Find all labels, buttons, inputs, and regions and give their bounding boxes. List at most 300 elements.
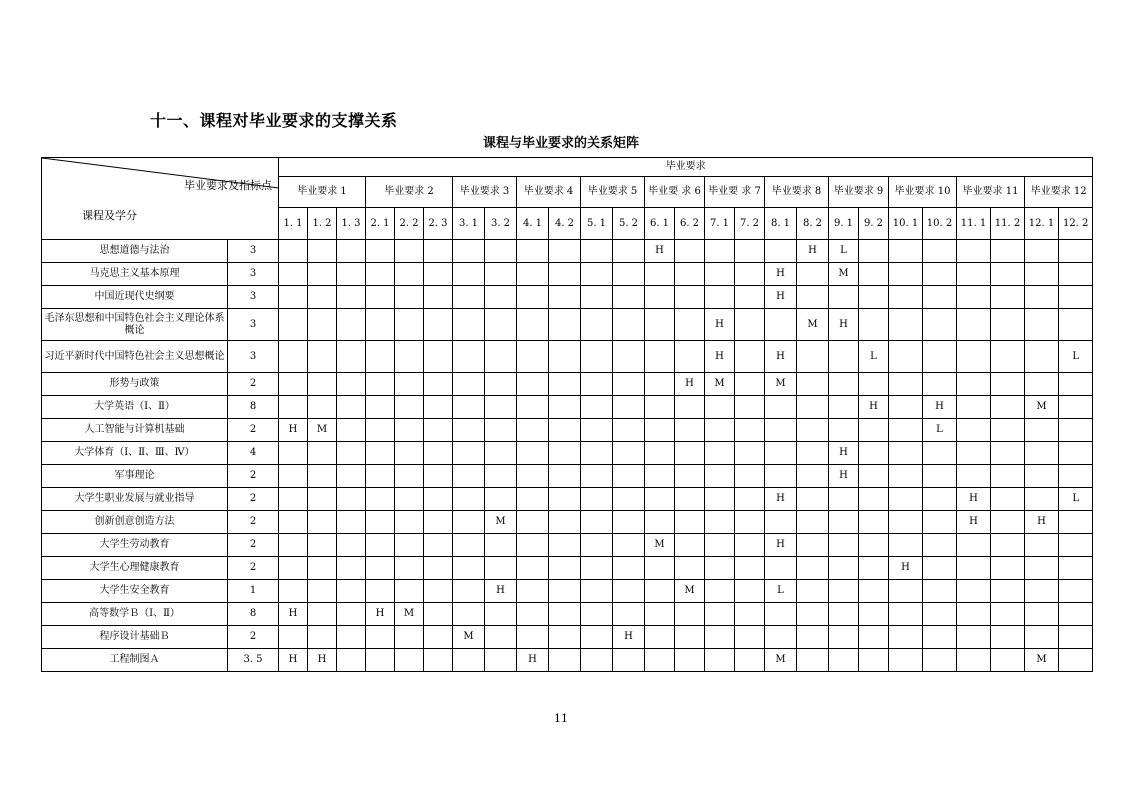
support-level-cell xyxy=(1059,649,1093,672)
support-level-cell xyxy=(308,286,337,309)
support-level-cell xyxy=(957,263,991,286)
support-level-cell xyxy=(957,341,991,373)
table-row xyxy=(42,488,1093,511)
support-level-cell xyxy=(991,442,1025,465)
table-row xyxy=(42,580,1093,603)
support-level-cell xyxy=(889,286,923,309)
support-level-cell xyxy=(517,534,549,557)
indicator-point-header: 11. 2 xyxy=(991,208,1025,240)
support-level-cell xyxy=(485,534,517,557)
support-level-cell: H xyxy=(705,341,735,373)
support-level-cell xyxy=(549,419,581,442)
support-level-cell xyxy=(829,286,859,309)
support-level-cell xyxy=(366,580,395,603)
support-level-cell xyxy=(705,419,735,442)
credit-cell: 2 xyxy=(228,511,279,534)
indicator-point-header: 9. 2 xyxy=(859,208,889,240)
support-level-cell xyxy=(735,511,765,534)
support-level-cell xyxy=(308,580,337,603)
support-level-cell xyxy=(645,557,675,580)
support-level-cell: M xyxy=(797,309,829,341)
support-level-cell xyxy=(675,465,705,488)
support-level-cell xyxy=(366,396,395,419)
support-level-cell xyxy=(549,442,581,465)
support-level-cell xyxy=(581,419,613,442)
support-level-cell xyxy=(337,263,366,286)
support-level-cell xyxy=(485,396,517,419)
support-level-cell xyxy=(366,240,395,263)
support-level-cell xyxy=(613,309,645,341)
support-level-cell xyxy=(549,309,581,341)
page-number: 11 xyxy=(554,712,568,725)
support-level-cell xyxy=(675,309,705,341)
support-level-cell xyxy=(424,419,453,442)
support-level-cell xyxy=(453,263,485,286)
support-level-cell xyxy=(923,603,957,626)
support-level-cell xyxy=(859,626,889,649)
support-level-cell xyxy=(923,580,957,603)
support-level-cell xyxy=(645,465,675,488)
support-level-cell xyxy=(829,603,859,626)
support-level-cell xyxy=(613,649,645,672)
support-level-cell xyxy=(645,603,675,626)
support-level-cell xyxy=(366,534,395,557)
table-row xyxy=(42,511,1093,534)
support-level-cell xyxy=(517,511,549,534)
course-name-cell: 中国近现代史纲要 xyxy=(42,286,228,309)
support-level-cell xyxy=(1059,240,1093,263)
support-level-cell xyxy=(1025,373,1059,396)
support-level-cell xyxy=(366,373,395,396)
support-level-cell xyxy=(765,240,797,263)
support-level-cell xyxy=(581,626,613,649)
support-level-cell xyxy=(735,580,765,603)
course-name-cell: 毛泽东思想和中国特色社会主义理论体系概论 xyxy=(42,309,228,341)
support-level-cell xyxy=(453,341,485,373)
support-level-cell xyxy=(923,511,957,534)
support-level-cell xyxy=(1059,465,1093,488)
corner-diagonal xyxy=(42,158,279,240)
support-level-cell xyxy=(424,373,453,396)
support-level-cell xyxy=(613,341,645,373)
support-level-cell xyxy=(395,263,424,286)
support-level-cell xyxy=(957,649,991,672)
support-level-cell xyxy=(308,534,337,557)
support-level-cell xyxy=(395,557,424,580)
support-level-cell: L xyxy=(829,240,859,263)
support-level-cell xyxy=(765,396,797,419)
support-level-cell xyxy=(337,603,366,626)
support-level-cell xyxy=(424,263,453,286)
support-level-cell xyxy=(675,557,705,580)
support-level-cell xyxy=(889,534,923,557)
support-level-cell xyxy=(957,603,991,626)
support-level-cell xyxy=(797,626,829,649)
support-level-cell xyxy=(279,580,308,603)
support-level-cell xyxy=(991,534,1025,557)
support-level-cell xyxy=(1059,419,1093,442)
support-level-cell xyxy=(424,286,453,309)
support-level-cell xyxy=(549,649,581,672)
requirement-group-header: 毕业要求 5 xyxy=(581,177,645,208)
support-level-cell xyxy=(279,341,308,373)
support-level-cell xyxy=(337,465,366,488)
support-level-cell xyxy=(453,240,485,263)
table-row xyxy=(42,419,1093,442)
support-level-cell xyxy=(1059,534,1093,557)
support-level-cell xyxy=(735,649,765,672)
indicator-point-header: 10. 2 xyxy=(923,208,957,240)
support-level-cell xyxy=(337,557,366,580)
support-level-cell xyxy=(1059,580,1093,603)
support-level-cell xyxy=(581,309,613,341)
support-level-cell xyxy=(613,240,645,263)
course-name-cell: 大学生职业发展与就业指导 xyxy=(42,488,228,511)
support-level-cell xyxy=(675,649,705,672)
support-level-cell: H xyxy=(485,580,517,603)
table-row xyxy=(42,286,1093,309)
support-level-cell xyxy=(453,442,485,465)
support-level-cell xyxy=(1025,263,1059,286)
indicator-point-header: 3. 1 xyxy=(453,208,485,240)
table-row xyxy=(42,263,1093,286)
support-level-cell xyxy=(859,373,889,396)
credit-cell: 3 xyxy=(228,341,279,373)
support-level-cell: H xyxy=(797,240,829,263)
support-level-cell xyxy=(549,603,581,626)
credit-cell: 2 xyxy=(228,373,279,396)
support-level-cell xyxy=(705,442,735,465)
support-level-cell xyxy=(337,511,366,534)
support-level-cell xyxy=(1059,309,1093,341)
support-level-cell xyxy=(991,580,1025,603)
indicator-point-header: 5. 2 xyxy=(613,208,645,240)
support-level-cell xyxy=(829,341,859,373)
support-level-cell xyxy=(581,534,613,557)
support-level-cell xyxy=(279,396,308,419)
support-level-cell xyxy=(517,286,549,309)
support-level-cell: H xyxy=(308,649,337,672)
support-level-cell xyxy=(337,488,366,511)
support-level-cell: H xyxy=(829,442,859,465)
support-level-cell xyxy=(889,419,923,442)
support-level-cell xyxy=(645,626,675,649)
support-level-cell xyxy=(549,580,581,603)
support-level-cell xyxy=(735,373,765,396)
support-level-cell xyxy=(923,286,957,309)
support-level-cell xyxy=(859,580,889,603)
indicator-point-header: 2. 1 xyxy=(366,208,395,240)
requirement-group-header: 毕业要求 8 xyxy=(765,177,829,208)
support-level-cell xyxy=(395,240,424,263)
table-row xyxy=(42,465,1093,488)
support-level-cell xyxy=(797,373,829,396)
support-level-cell xyxy=(705,286,735,309)
support-level-cell xyxy=(1059,511,1093,534)
support-level-cell xyxy=(923,309,957,341)
support-level-cell xyxy=(735,603,765,626)
support-level-cell xyxy=(923,263,957,286)
support-level-cell xyxy=(581,286,613,309)
support-level-cell xyxy=(889,263,923,286)
support-level-cell xyxy=(675,442,705,465)
support-level-cell xyxy=(991,488,1025,511)
support-level-cell xyxy=(581,557,613,580)
support-level-cell xyxy=(395,396,424,419)
support-level-cell xyxy=(889,603,923,626)
support-level-cell xyxy=(705,626,735,649)
support-level-cell xyxy=(581,649,613,672)
support-level-cell xyxy=(889,240,923,263)
support-level-cell xyxy=(765,419,797,442)
support-level-cell: M xyxy=(308,419,337,442)
support-level-cell xyxy=(705,240,735,263)
support-level-cell xyxy=(1025,626,1059,649)
support-level-cell xyxy=(957,286,991,309)
support-level-cell xyxy=(735,286,765,309)
support-level-cell xyxy=(337,442,366,465)
support-level-cell: H xyxy=(517,649,549,672)
support-level-cell xyxy=(613,557,645,580)
table-corner-header xyxy=(42,158,279,240)
support-level-cell xyxy=(1059,603,1093,626)
support-level-cell xyxy=(337,534,366,557)
support-level-cell xyxy=(549,465,581,488)
indicator-point-header: 6. 2 xyxy=(675,208,705,240)
credit-cell: 8 xyxy=(228,603,279,626)
support-level-cell xyxy=(675,286,705,309)
support-level-cell xyxy=(923,626,957,649)
support-level-cell xyxy=(645,263,675,286)
support-level-cell xyxy=(829,396,859,419)
credit-cell: 3. 5 xyxy=(228,649,279,672)
support-level-cell xyxy=(279,626,308,649)
section-title: 十一、课程对毕业要求的支撑关系 xyxy=(150,111,398,130)
support-level-cell xyxy=(395,511,424,534)
support-level-cell xyxy=(424,649,453,672)
support-level-cell xyxy=(581,488,613,511)
support-level-cell xyxy=(889,396,923,419)
table-title: 课程与毕业要求的关系矩阵 xyxy=(482,136,639,151)
table-row xyxy=(42,396,1093,419)
table-row xyxy=(42,626,1093,649)
support-level-cell xyxy=(366,442,395,465)
credit-cell: 2 xyxy=(228,626,279,649)
support-level-cell xyxy=(645,286,675,309)
support-level-cell xyxy=(797,557,829,580)
support-level-cell xyxy=(859,240,889,263)
credit-cell: 3 xyxy=(228,263,279,286)
support-level-cell xyxy=(517,488,549,511)
support-level-cell xyxy=(991,603,1025,626)
support-level-cell xyxy=(581,442,613,465)
support-level-cell xyxy=(337,580,366,603)
support-level-cell xyxy=(859,465,889,488)
support-level-cell xyxy=(337,419,366,442)
support-level-cell xyxy=(991,309,1025,341)
support-level-cell: M xyxy=(829,263,859,286)
support-level-cell xyxy=(705,488,735,511)
support-level-cell xyxy=(705,263,735,286)
support-level-cell xyxy=(424,626,453,649)
support-level-cell xyxy=(366,488,395,511)
indicator-point-header: 7. 1 xyxy=(705,208,735,240)
table-row xyxy=(42,534,1093,557)
course-name-cell: 程序设计基础Ｂ xyxy=(42,626,228,649)
course-name-cell: 马克思主义基本原理 xyxy=(42,263,228,286)
support-level-cell xyxy=(549,373,581,396)
support-level-cell xyxy=(829,557,859,580)
indicator-point-header: 9. 1 xyxy=(829,208,859,240)
support-level-cell xyxy=(991,465,1025,488)
support-level-cell xyxy=(957,557,991,580)
support-level-cell xyxy=(991,626,1025,649)
support-level-cell: H xyxy=(279,419,308,442)
support-level-cell xyxy=(957,442,991,465)
support-level-cell xyxy=(1025,419,1059,442)
support-level-cell xyxy=(308,373,337,396)
support-level-cell xyxy=(485,649,517,672)
support-level-cell xyxy=(308,240,337,263)
support-level-cell xyxy=(957,240,991,263)
support-level-cell xyxy=(765,442,797,465)
support-level-cell xyxy=(485,626,517,649)
support-level-cell xyxy=(923,649,957,672)
requirement-group-header: 毕业要求 1 xyxy=(279,177,366,208)
requirement-group-header: 毕业要求 11 xyxy=(957,177,1025,208)
requirement-matrix-table xyxy=(41,157,1093,672)
support-level-cell: M xyxy=(705,373,735,396)
course-name-cell: 大学体育（Ⅰ、Ⅱ、Ⅲ、Ⅳ） xyxy=(42,442,228,465)
support-level-cell xyxy=(517,580,549,603)
indicator-point-header: 5. 1 xyxy=(581,208,613,240)
support-level-cell xyxy=(485,442,517,465)
support-level-cell xyxy=(453,396,485,419)
support-level-cell: L xyxy=(1059,341,1093,373)
support-level-cell xyxy=(517,465,549,488)
indicator-point-header: 1. 3 xyxy=(337,208,366,240)
support-level-cell xyxy=(517,626,549,649)
support-level-cell xyxy=(453,580,485,603)
course-name-cell: 大学英语（Ⅰ、Ⅱ） xyxy=(42,396,228,419)
support-level-cell: H xyxy=(613,626,645,649)
support-level-cell xyxy=(1025,580,1059,603)
support-level-cell xyxy=(859,511,889,534)
support-level-cell xyxy=(453,603,485,626)
indicator-point-header: 6. 1 xyxy=(645,208,675,240)
credit-cell: 3 xyxy=(228,309,279,341)
support-level-cell xyxy=(613,373,645,396)
support-level-cell xyxy=(1025,286,1059,309)
support-level-cell xyxy=(797,442,829,465)
support-level-cell xyxy=(453,286,485,309)
support-level-cell xyxy=(453,557,485,580)
support-level-cell xyxy=(859,286,889,309)
support-level-cell xyxy=(424,511,453,534)
course-name-cell: 工程制图Ａ xyxy=(42,649,228,672)
support-level-cell xyxy=(337,240,366,263)
support-level-cell xyxy=(675,396,705,419)
support-level-cell xyxy=(705,649,735,672)
support-level-cell xyxy=(395,580,424,603)
support-level-cell xyxy=(366,557,395,580)
support-level-cell xyxy=(923,373,957,396)
support-level-cell xyxy=(549,286,581,309)
support-level-cell xyxy=(859,419,889,442)
support-level-cell xyxy=(1059,373,1093,396)
support-level-cell xyxy=(279,373,308,396)
course-name-cell: 创新创意创造方法 xyxy=(42,511,228,534)
credit-cell: 2 xyxy=(228,557,279,580)
support-level-cell xyxy=(735,396,765,419)
support-level-cell xyxy=(645,580,675,603)
indicator-point-header: 7. 2 xyxy=(735,208,765,240)
support-level-cell xyxy=(485,603,517,626)
support-level-cell xyxy=(613,580,645,603)
support-level-cell xyxy=(308,557,337,580)
support-level-cell xyxy=(395,419,424,442)
support-level-cell xyxy=(549,396,581,419)
support-level-cell xyxy=(308,465,337,488)
support-level-cell xyxy=(829,580,859,603)
support-level-cell xyxy=(829,419,859,442)
support-level-cell xyxy=(613,511,645,534)
support-level-cell xyxy=(957,534,991,557)
requirement-group-header: 毕业要求 10 xyxy=(889,177,957,208)
requirement-group-header: 毕业要求 2 xyxy=(366,177,453,208)
support-level-cell xyxy=(279,263,308,286)
support-level-cell xyxy=(829,488,859,511)
support-level-cell xyxy=(581,603,613,626)
table-row xyxy=(42,373,1093,396)
support-level-cell xyxy=(991,373,1025,396)
course-name-cell: 形势与政策 xyxy=(42,373,228,396)
support-level-cell xyxy=(279,534,308,557)
indicator-point-header: 8. 1 xyxy=(765,208,797,240)
support-level-cell xyxy=(337,309,366,341)
support-level-cell: H xyxy=(829,465,859,488)
support-level-cell xyxy=(366,649,395,672)
support-level-cell xyxy=(889,580,923,603)
support-level-cell xyxy=(859,534,889,557)
support-level-cell xyxy=(366,341,395,373)
indicator-point-header: 2. 3 xyxy=(424,208,453,240)
support-level-cell xyxy=(1059,286,1093,309)
credit-cell: 1 xyxy=(228,580,279,603)
support-level-cell xyxy=(797,488,829,511)
support-level-cell xyxy=(705,511,735,534)
support-level-cell xyxy=(991,341,1025,373)
requirement-group-header: 毕业要求 3 xyxy=(453,177,517,208)
support-level-cell xyxy=(517,396,549,419)
support-level-cell xyxy=(279,309,308,341)
support-level-cell xyxy=(859,442,889,465)
support-level-cell xyxy=(366,511,395,534)
support-level-cell xyxy=(395,373,424,396)
support-level-cell xyxy=(923,534,957,557)
course-name-cell: 思想道德与法治 xyxy=(42,240,228,263)
support-level-cell xyxy=(337,341,366,373)
support-level-cell xyxy=(957,373,991,396)
support-level-cell xyxy=(517,341,549,373)
support-level-cell xyxy=(279,557,308,580)
support-level-cell xyxy=(889,341,923,373)
support-level-cell xyxy=(797,341,829,373)
support-level-cell xyxy=(991,240,1025,263)
support-level-cell xyxy=(675,534,705,557)
indicator-point-header: 4. 2 xyxy=(549,208,581,240)
indicator-point-header: 12. 1 xyxy=(1025,208,1059,240)
